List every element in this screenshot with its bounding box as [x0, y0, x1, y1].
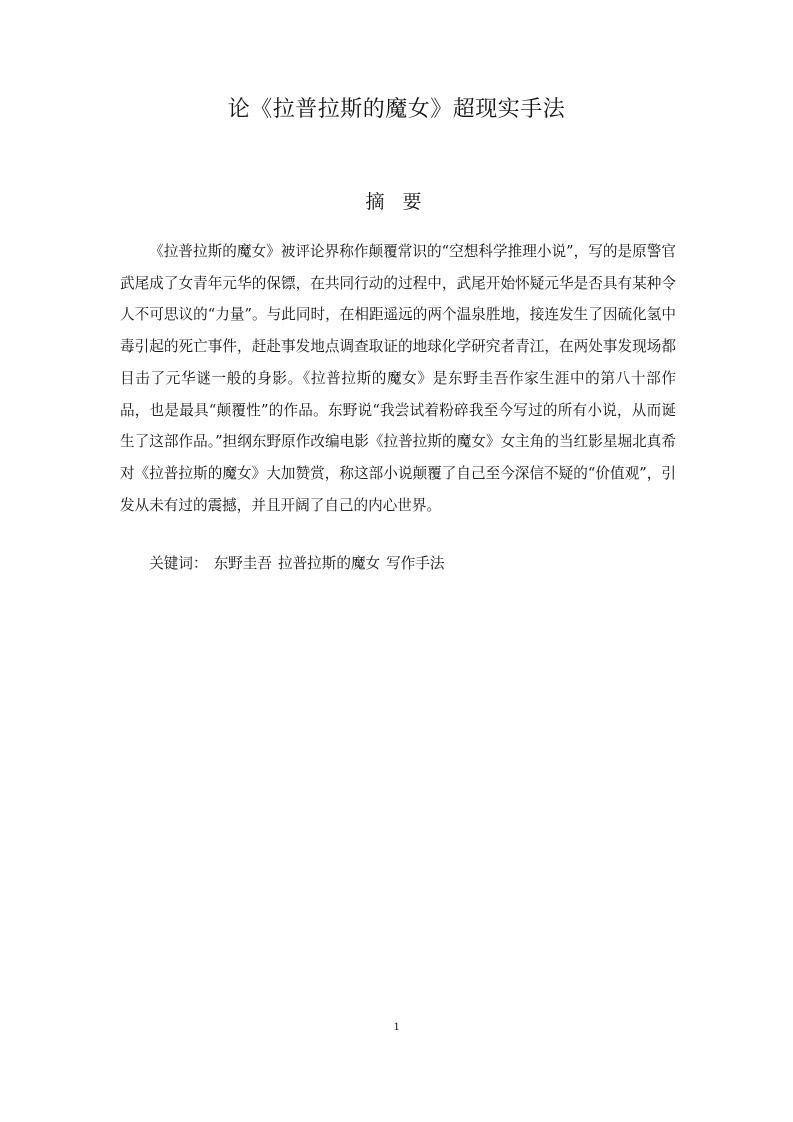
keywords-label: 关键词：: [149, 555, 208, 572]
abstract-body: 《拉普拉斯的魔女》被评论界称作颠覆常识的“空想科学推理小说”，写的是原警官武尾成了女青年元华的保镖，在共同行动的过程中，武尾开始怀疑元华是否具有某种令人不可思议的“力量”。与此同时，在相距遥远的两个温泉胜地，接连发生了因硫化氢中毒引起的死亡事件，赶赴事发地点调查取证的地球化学研究者青江，在两处事发现场都目击了元华谜一般的身影。《拉普拉斯的魔女》是东野圭吾作家生涯中的第八十部作品，也是最具“颠覆性”的作品。东野说“我尝试着粉碎我至今写过的所有小说，从而诞生了这部作品。”担纲东野原作改编电影《拉普拉斯的魔女》女主角的当红影星堀北真希对《拉普拉斯的魔女》大加赞赏，称这部小说颠覆了自己至今深信不疑的“价值观”，引发从未有过的震撼，并且开阔了自己的内心世界。: [120, 243, 676, 514]
keywords-line: [120, 550, 676, 578]
keyword-item: 写作手法: [386, 555, 445, 572]
page-number: 1: [393, 1019, 400, 1033]
keyword-item: 东野圭吾: [213, 555, 272, 572]
document-title: 论《拉普拉斯的魔女》超现实手法: [227, 97, 566, 122]
keyword-item: 拉普拉斯的魔女: [277, 555, 381, 572]
abstract-heading: 摘 要: [365, 191, 428, 213]
